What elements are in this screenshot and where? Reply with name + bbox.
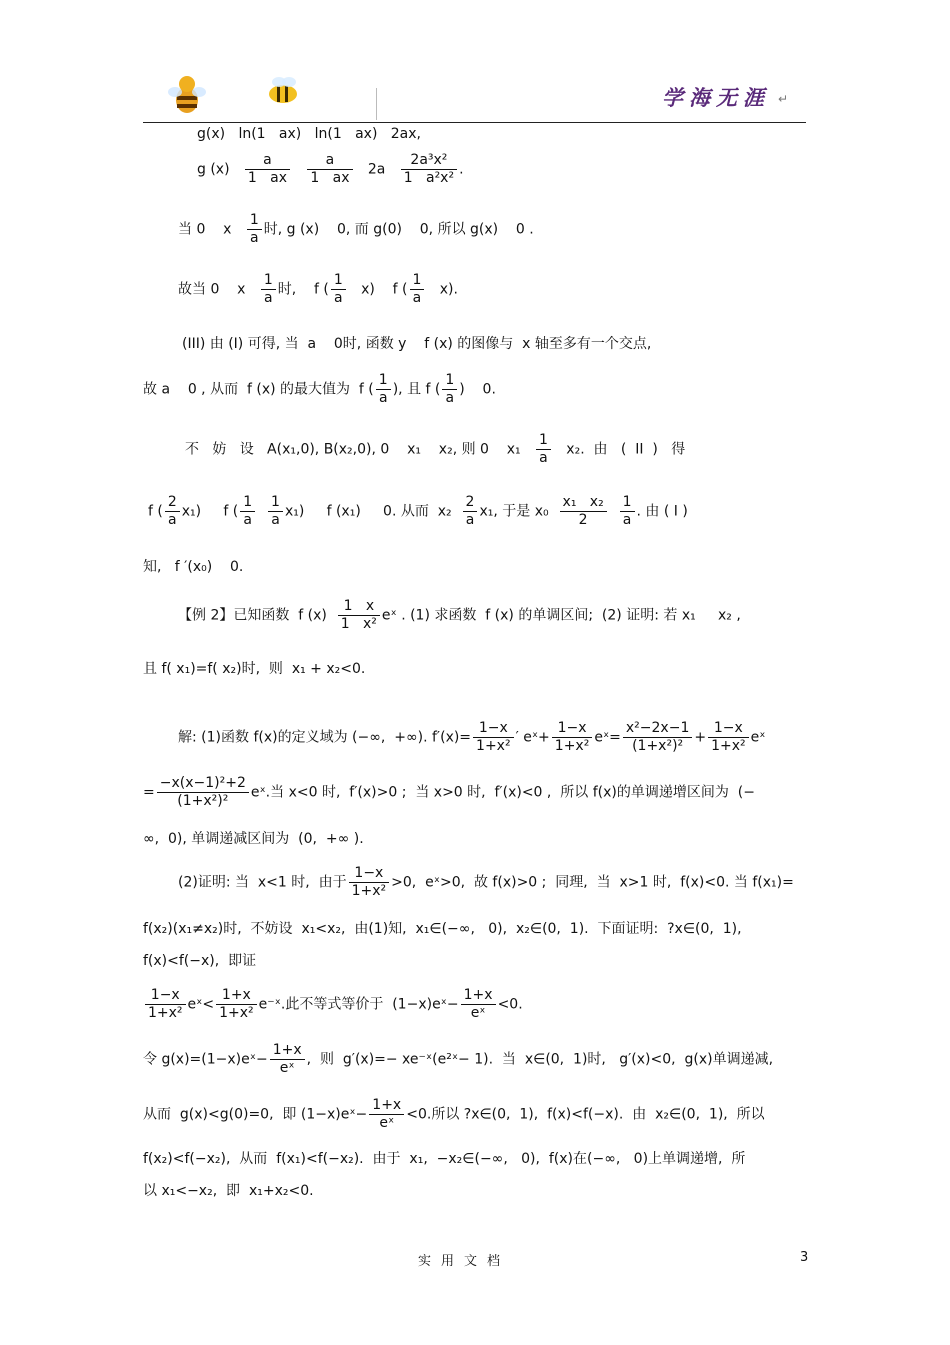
line-22: 以 x₁<−x₂, 即 x₁+x₂<0. (143, 1183, 314, 1199)
fraction: $\frac{1}{a}$ (261, 272, 276, 307)
fraction: $\frac{1+x}{\text{eˣ}}$ (369, 1097, 404, 1132)
page-number: 3 (800, 1250, 809, 1265)
line-15: (2)证明: 当 x<1 时, 由于 $\frac{1-x}{\text{1+x²}}$ >0, eˣ>0, 故 f(x)>0 ; 同理, 当 x>1 时, f(x)<0. 当 f(x₁)= (178, 865, 794, 899)
fraction: $\frac{1-x}{\text{1+x²}}$ (349, 865, 390, 900)
bee-icon (263, 76, 303, 106)
line-11: 且 f( x₁)=f( x₂)时, 则 x₁ + x₂<0. (143, 661, 366, 677)
fraction: $\frac{1}{a}$ (240, 494, 255, 529)
fraction: $\frac{1+x}{\text{eˣ}}$ (461, 987, 496, 1022)
header-divider (376, 88, 377, 120)
line-17: f(x)<f(−x), 即证 (143, 953, 257, 969)
fraction: $\frac{\text{x₁ x₂}}{2}$ (560, 494, 607, 529)
line-8: f ( $\frac{2}{a}$ x₁) f ( $\frac{1}{a}$ $\frac{1}{a}$ x₁) f (x₁) 0. 从而 x₂ $\frac{2}{a}$ x₁, 于是 x₀ $\frac{\text{x₁ x₂}}{2}$ $\frac{1}{a}$ . 由 ( I ) (148, 494, 688, 528)
fraction: $\frac{1-x}{\text{1+x²}}$ (552, 720, 593, 755)
fraction: $\frac{a}{1 ax}$ (307, 152, 352, 187)
fraction: $\frac{1}{a}$ (268, 494, 283, 529)
logo-text: 学海无涯 (662, 85, 770, 110)
line-12: 解: (1)函数 f(x)的定义域为 (−∞, +∞). f′(x)= $\frac{1-x}{\text{1+x²}}$ ′ eˣ+ $\frac{1-x}{\text{1+x²}}$ eˣ= $\frac{\text{x²−2x−1}}{\text{(1+x²)²}}$ + $\frac{1-x}{\text{1+x²}}$ eˣ (178, 720, 766, 754)
line-4: 故当 0 x $\frac{1}{a}$ 时, f ( $\frac{1}{a}$ x) f ( $\frac{1}{a}$ x). (178, 272, 458, 306)
fraction: $\frac{1+x}{\text{eˣ}}$ (270, 1042, 305, 1077)
fraction: $\frac{1}{a}$ (376, 372, 391, 407)
line-16: f(x₂)(x₁≠x₂)时, 不妨设 x₁<x₂, 由(1)知, x₁∈(−∞, 0), x₂∈(0, 1). 下面证明: ?x∈(0, 1), (143, 921, 742, 937)
page-header (143, 70, 806, 123)
fraction: $\frac{a}{1 ax}$ (245, 152, 290, 187)
line-10: 【例 2】已知函数 f (x) $\frac{1 x}{\text{1 x²}}$ eˣ . (1) 求函数 f (x) 的单调区间; (2) 证明: 若 x₁ x₂ , (178, 598, 741, 632)
line-3: 当 0 x $\frac{1}{a}$ 时, g (x) 0, 而 g(0) 0, 所以 g(x) 0 . (178, 212, 534, 246)
footer-text: 实用文档 (418, 1254, 511, 1269)
line-5: (III) 由 (I) 可得, 当 a 0时, 函数 y f (x) 的图像与 x 轴至多有一个交点, (182, 336, 652, 352)
fraction: $\frac{1-x}{\text{1+x²}}$ (473, 720, 514, 755)
line-18: $\frac{1-x}{\text{1+x²}}$ eˣ< $\frac{1+x}{\text{1+x²}}$ e⁻ˣ.此不等式等价于 (1−x)eˣ− $\frac{1+x}{\text{eˣ}}$ <0. (143, 987, 523, 1022)
fraction: $\frac{1+x}{\text{1+x²}}$ (216, 987, 257, 1022)
fraction: $\frac{\text{x²−2x−1}}{\text{(1+x²)²}}$ (623, 720, 692, 755)
line-19: 令 g(x)=(1−x)eˣ− $\frac{1+x}{\text{eˣ}}$ , 则 g′(x)=− xe⁻ˣ(e²ˣ− 1). 当 x∈(0, 1)时, g′(x)<0, g(x)单调递减, (143, 1042, 774, 1076)
fraction: $\frac{1}{a}$ (410, 272, 425, 307)
line-7: 不 妨 设 A(x₁,0), B(x₂,0), 0 x₁ x₂, 则 0 x₁ $\frac{1}{a}$ x₂. 由 ( II ) 得 (185, 432, 686, 466)
fraction: $\frac{1-x}{\text{1+x²}}$ (145, 987, 186, 1022)
fraction: $\frac{2}{a}$ (463, 494, 478, 529)
line-9: 知, f ′(x₀) 0. (143, 559, 244, 575)
line-1: g(x) ln(1 ax) ln(1 ax) 2ax, (197, 126, 421, 142)
line-21: f(x₂)<f(−x₂), 从而 f(x₁)<f(−x₂). 由于 x₁, −x₂∈(−∞, 0), f(x)在(−∞, 0)上单调递增, 所 (143, 1151, 746, 1167)
fraction: $\frac{1}{a}$ (620, 494, 635, 529)
fraction: $\frac{1}{a}$ (442, 372, 457, 407)
line-20: 从而 g(x)<g(0)=0, 即 (1−x)eˣ− $\frac{1+x}{\text{eˣ}}$ <0.所以 ?x∈(0, 1), f(x)<f(−x). 由 x₂∈(0, 1), 所以 (143, 1097, 765, 1131)
fraction: $\frac{2}{a}$ (165, 494, 180, 529)
fraction: $\frac{1-x}{\text{1+x²}}$ (708, 720, 749, 755)
fraction: $\frac{\text{2a³x²}}{\text{1 a²x²}}$ (401, 152, 457, 187)
line-14: ∞, 0), 单调递减区间为 (0, +∞ ). (143, 831, 364, 847)
line-13: = $\frac{\text{−x(x−1)²+2}}{\text{(1+x²)²}}$ eˣ.当 x<0 时, f′(x)>0 ; 当 x>0 时, f′(x)<0 , 所以 f(x)的单调递增区间为 (− (143, 775, 755, 809)
line-2: g (x) $\frac{a}{1 ax}$ $\frac{a}{1 ax}$ 2a $\frac{\text{2a³x²}}{\text{1 a²x²}}$ . (197, 152, 464, 186)
fraction: $\frac{\text{−x(x−1)²+2}}{\text{(1+x²)²}}$ (157, 775, 249, 810)
bee-icon (165, 74, 209, 116)
fraction: $\frac{1}{a}$ (331, 272, 346, 307)
return-mark: ↵ (777, 92, 788, 106)
line-6: 故 a 0 , 从而 f (x) 的最大值为 f ( $\frac{1}{a}$ ), 且 f ( $\frac{1}{a}$ ) 0. (143, 372, 496, 406)
fraction: $\frac{1}{a}$ (536, 432, 551, 467)
fraction: $\frac{1}{a}$ (247, 212, 262, 247)
fraction: $\frac{1 x}{\text{1 x²}}$ (338, 598, 380, 633)
